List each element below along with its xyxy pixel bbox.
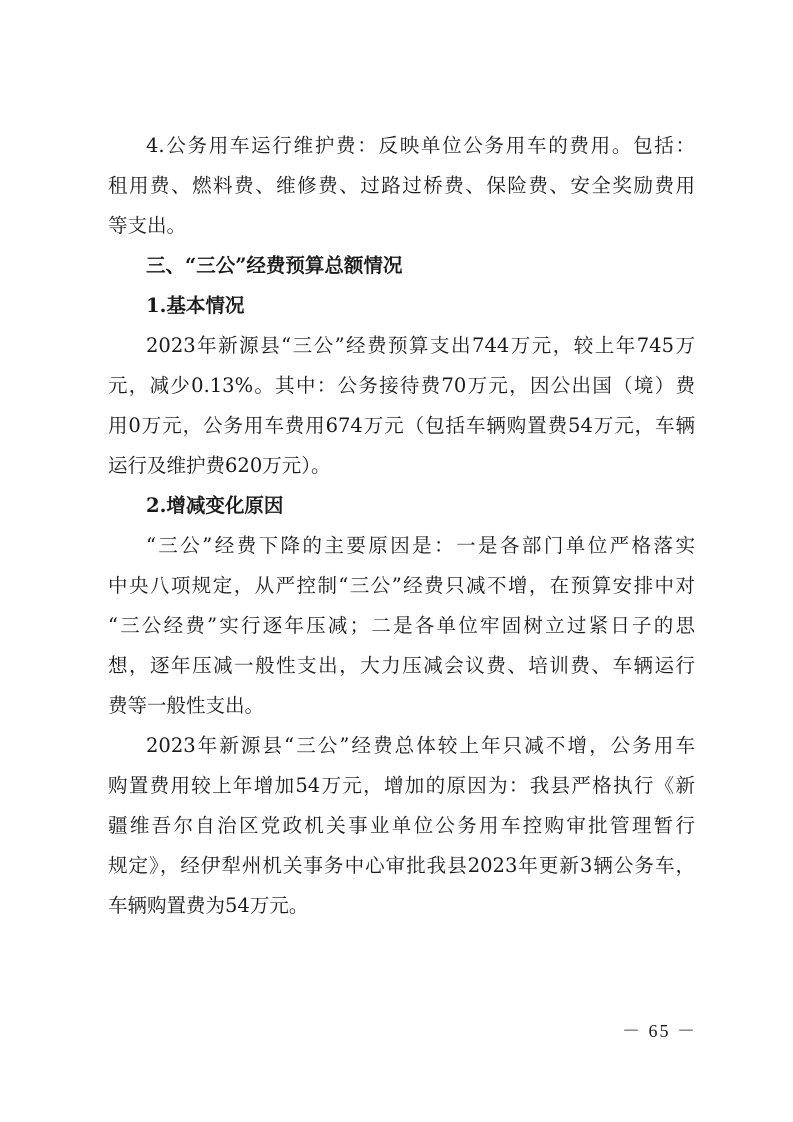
paragraph-line: 中央八项规定，从严控制“三公”经费只减不增，在预算安排中对 xyxy=(108,574,695,597)
paragraph-line: 想，逐年压减一般性支出，大力压减会议费、培训费、车辆运行 xyxy=(108,654,695,677)
paragraph-line: 元，减少0.13%。其中：公务接待费70万元，因公出国（境）费 xyxy=(108,374,695,397)
paragraph-line: 4.公务用车运行维护费：反映单位公务用车的费用。包括： xyxy=(146,134,695,157)
paragraph-line: 2023年新源县“三公”经费预算支出744万元，较上年745万 xyxy=(146,334,695,357)
paragraph-line: 疆维吾尔自治区党政机关事业单位公务用车控购审批管理暂行 xyxy=(108,814,695,837)
paragraph-line: 2023年新源县“三公”经费总体较上年只减不增，公务用车 xyxy=(146,734,695,757)
paragraph-line: “三公经费”实行逐年压减；二是各单位牢固树立过紧日子的思 xyxy=(108,614,695,637)
paragraph-line: 车辆购置费为54万元。 xyxy=(108,894,309,917)
paragraph-line: 费等一般性支出。 xyxy=(108,694,265,717)
subsection-heading: 1.基本情况 xyxy=(146,294,245,317)
subsection-heading: 2.增减变化原因 xyxy=(146,494,284,517)
paragraph-line: 用0万元，公务用车费用674万元（包括车辆购置费54万元，车辆 xyxy=(108,414,695,437)
paragraph-line: 规定》，经伊犁州机关事务中心审批我县2023年更新3辆公务车， xyxy=(108,854,695,877)
paragraph-line: 租用费、燃料费、维修费、过路过桥费、保险费、安全奖励费用 xyxy=(108,174,695,197)
paragraph-line: 等支出。 xyxy=(108,214,187,237)
paragraph-line: “三公”经费下降的主要原因是：一是各部门单位严格落实 xyxy=(146,534,695,557)
paragraph-line: 运行及维护费620万元）。 xyxy=(108,454,331,477)
page-number: － 65 － xyxy=(622,1021,697,1041)
section-heading: 三、“三公”经费预算总额情况 xyxy=(146,254,403,277)
paragraph-line: 购置费用较上年增加54万元，增加的原因为：我县严格执行《新 xyxy=(108,774,695,797)
